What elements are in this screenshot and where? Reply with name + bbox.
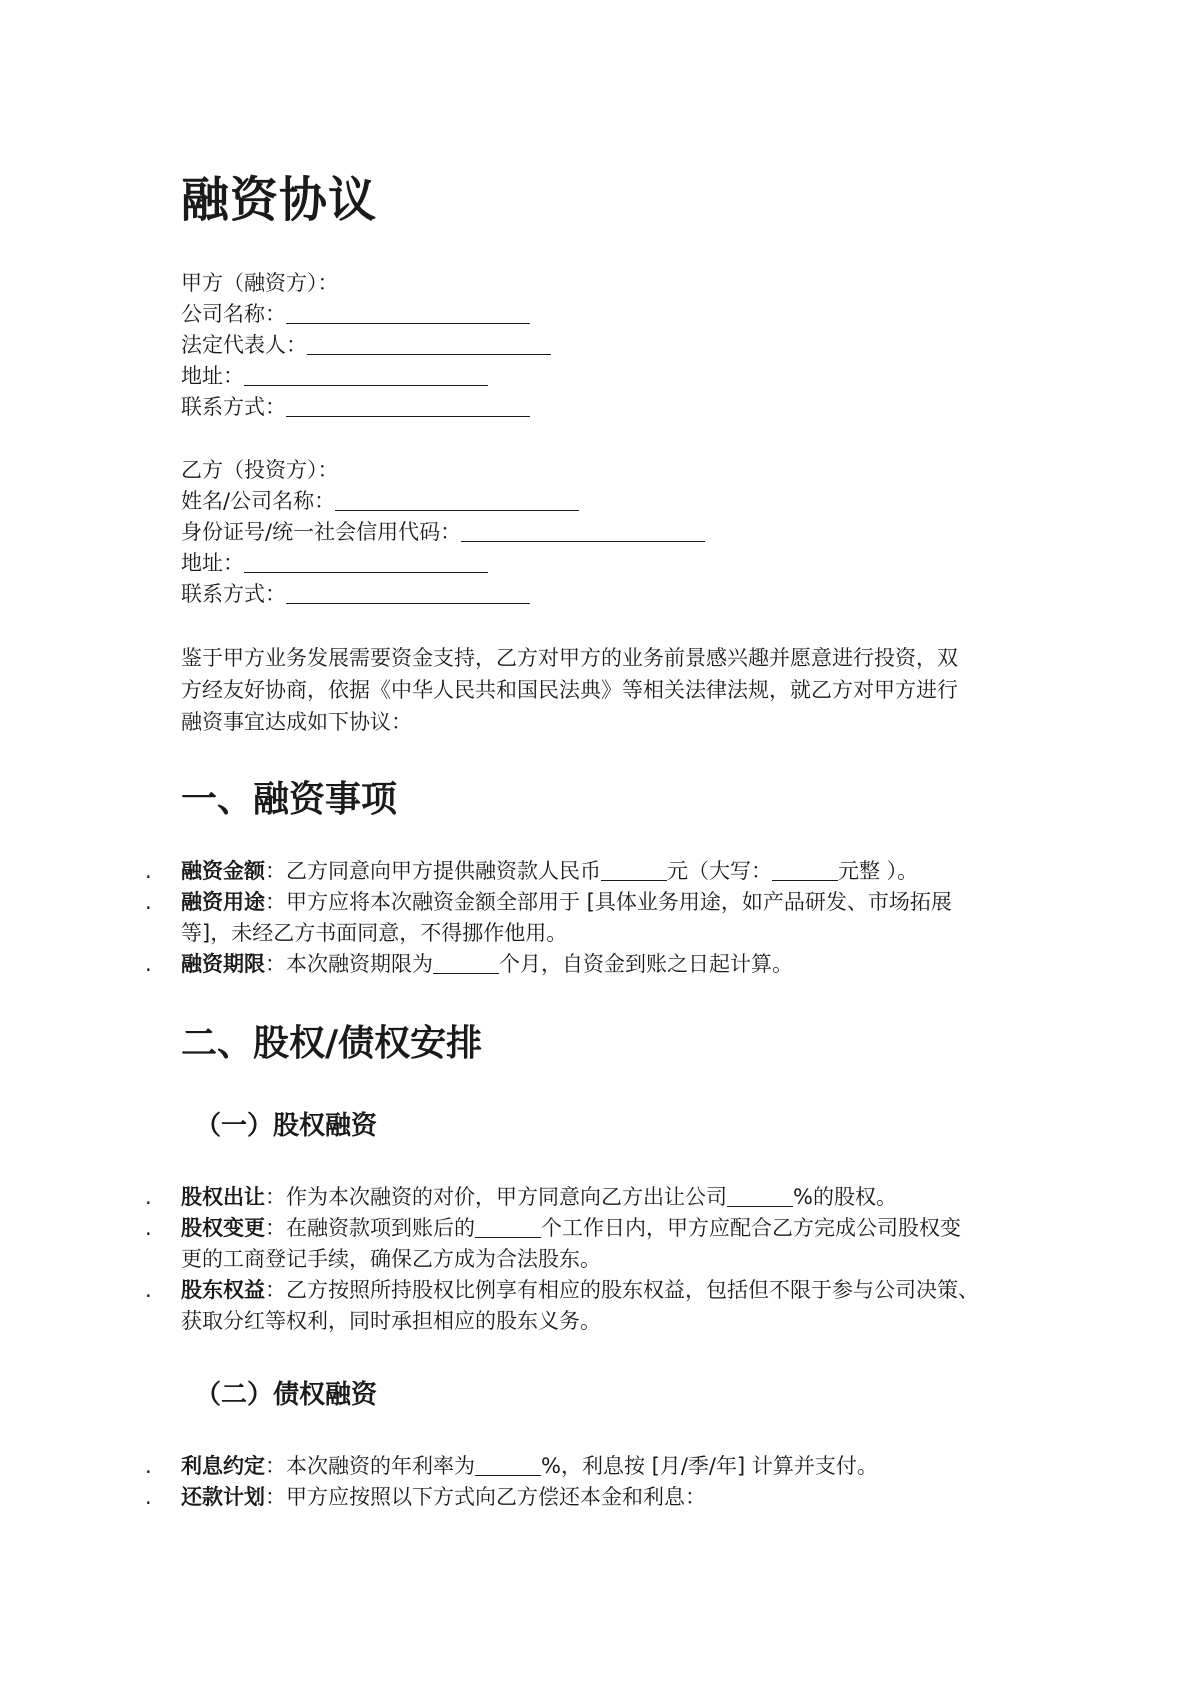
equity-percent-blank[interactable] — [727, 1184, 793, 1207]
bullet: . — [145, 890, 152, 914]
amount-words-blank[interactable] — [772, 858, 838, 881]
id-blank[interactable] — [461, 519, 705, 542]
party-b-name: 姓名/公司名称： — [181, 486, 1021, 517]
name-blank[interactable] — [335, 488, 579, 511]
list-item: . 融资金额：乙方同意向甲方提供融资款人民币 元（大写： 元整 ）。 — [181, 856, 1021, 887]
bullet: . — [145, 952, 152, 976]
subsection-debt-heading: （二）债权融资 — [195, 1380, 378, 1410]
bullet: . — [145, 1485, 152, 1509]
list-item: . 股东权益：乙方按照所持股权比例享有相应的股东权益，包括但不限于参与公司决策、 获取分红等权利，同时承担相应的股东义务。 — [181, 1275, 1021, 1337]
preamble-paragraph: 鉴于甲方业务发展需要资金支持，乙方对甲方的业务前景感兴趣并愿意进行投资，双 方经友好协商，依据《中华人民共和国民法典》等相关法律法规，就乙方对甲方进行 融资事宜达成如下协议： — [181, 646, 958, 734]
document-body — [145, 170, 1021, 1553]
section-1-list — [145, 856, 1021, 980]
list-item: . 还款计划：甲方应按照以下方式向乙方偿还本金和利息： — [181, 1482, 1021, 1513]
bullet: . — [145, 1278, 152, 1302]
party-b-block — [181, 455, 1021, 610]
party-a-legal-rep: 法定代表人： — [181, 330, 1021, 361]
bullet: . — [145, 859, 152, 883]
bullet: . — [145, 1454, 152, 1478]
bullet: . — [145, 1216, 152, 1240]
party-a-address: 地址： — [181, 361, 1021, 392]
section-1-heading: 一、融资事项 — [181, 779, 398, 820]
party-b-id: 身份证号/统一社会信用代码： — [181, 517, 1021, 548]
document-title: 融资协议 — [181, 172, 378, 228]
list-item: . 股权变更：在融资款项到账后的 个工作日内，甲方应配合乙方完成公司股权变 更的工商登记手续，确保乙方成为合法股东。 — [181, 1213, 1021, 1275]
party-a-company-name: 公司名称： — [181, 299, 1021, 330]
workdays-blank[interactable] — [475, 1215, 541, 1238]
debt-list — [145, 1451, 1021, 1513]
list-item: . 利息约定：本次融资的年利率为 %，利息按 [月/季/年] 计算并支付。 — [181, 1451, 1021, 1482]
term-months-blank[interactable] — [433, 951, 499, 974]
party-a-block — [181, 268, 1021, 423]
section-2-heading: 二、股权/债权安排 — [181, 1023, 483, 1064]
equity-list — [145, 1182, 1021, 1337]
contact-blank[interactable] — [286, 581, 530, 604]
party-b-heading: 乙方（投资方）： — [181, 458, 339, 482]
interest-rate-blank[interactable] — [475, 1453, 541, 1476]
legal-rep-blank[interactable] — [307, 332, 551, 355]
subsection-equity-heading: （一）股权融资 — [195, 1111, 378, 1141]
amount-blank[interactable] — [601, 858, 667, 881]
contact-blank[interactable] — [286, 394, 530, 417]
list-item: . 股权出让：作为本次融资的对价，甲方同意向乙方出让公司 %的股权。 — [181, 1182, 1021, 1213]
party-a-contact: 联系方式： — [181, 392, 1021, 423]
company-name-blank[interactable] — [286, 301, 530, 324]
bullet: . — [145, 1185, 152, 1209]
party-b-address: 地址： — [181, 548, 1021, 579]
list-item: . 融资用途：甲方应将本次融资金额全部用于 [具体业务用途，如产品研发、市场拓展 等]，未经乙方书面同意，不得挪作他用。 — [181, 887, 1021, 949]
address-blank[interactable] — [244, 363, 488, 386]
address-blank[interactable] — [244, 550, 488, 573]
party-b-contact: 联系方式： — [181, 579, 1021, 610]
list-item: . 融资期限：本次融资期限为 个月，自资金到账之日起计算。 — [181, 949, 1021, 980]
party-a-heading: 甲方（融资方）： — [181, 271, 339, 295]
